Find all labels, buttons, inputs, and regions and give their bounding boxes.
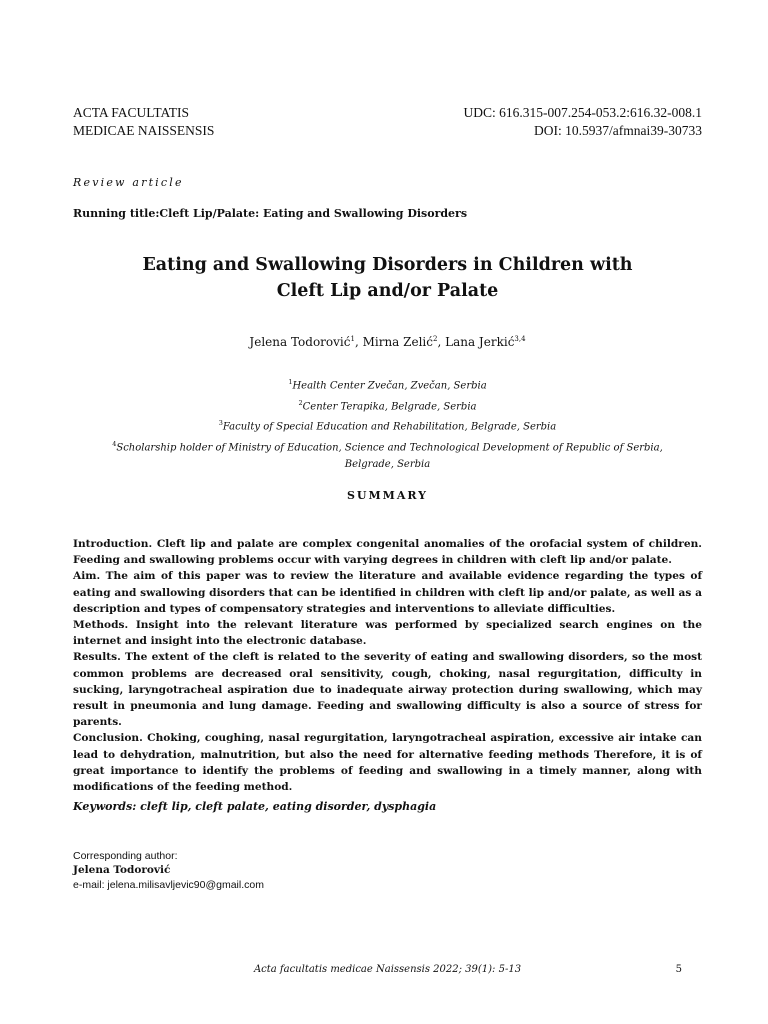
author-name: Mirna Zelić: [362, 335, 433, 349]
article-type: Review article: [73, 176, 184, 189]
affiliation-mark: 4: [112, 439, 117, 448]
article-identifiers: [464, 104, 703, 140]
abstract-conclusion: Conclusion. Choking, coughing, nasal regurgitation, laryngotracheal aspiration, excessive air intake can lead to dehydration, malnutrition, but also the need for alternative feeding methods Therefore, it is of great importance to identify the problems of feeding and swallowing in a timely manner, along with modifications of the feeding method.: [73, 732, 702, 794]
affiliation-list: [73, 374, 702, 473]
keywords: Keywords: cleft lip, cleft palate, eating disorder, dysphagia: [73, 800, 437, 813]
author-affiliation-mark: 1: [350, 335, 355, 343]
affiliation-mark: 3: [218, 419, 223, 428]
author-affiliation-mark: 2: [433, 335, 438, 343]
affiliation-text: Scholarship holder of Ministry of Education, Science and Technological Development of Republic of Serbia,: [116, 442, 663, 454]
page-number: 5: [675, 964, 682, 975]
affiliation-text: Health Center Zvečan, Zvečan, Serbia: [292, 380, 487, 392]
journal-name-line1: ACTA FACULTATIS: [73, 105, 189, 120]
abstract-aim: Aim. The aim of this paper was to review the literature and available evidence regarding the types of eating and swallowing disorders that can be identified in children with cleft lip and/or palate, as well as a description and types of compensatory strategies and interventions to alleviate difficulties.: [73, 570, 702, 615]
affiliation-mark: 2: [298, 398, 303, 407]
article-title-line2: Cleft Lip and/or Palate: [276, 281, 499, 301]
summary-heading: SUMMARY: [346, 489, 429, 502]
affiliation-item: [73, 436, 702, 457]
paper-page: [73, 0, 702, 1024]
affiliation-item: [73, 457, 702, 473]
author-name: Jelena Todorović: [249, 335, 351, 349]
article-title-line1: Eating and Swallowing Disorders in Children with: [142, 255, 633, 275]
author-name: Lana Jerkić: [445, 335, 515, 349]
author-list: [73, 335, 702, 349]
journal-header: [73, 104, 702, 140]
affiliation-text: Belgrade, Serbia: [344, 458, 431, 470]
journal-name-line2: MEDICAE NAISSENSIS: [73, 123, 215, 138]
article-title: [73, 252, 702, 304]
affiliation-mark: 1: [288, 378, 293, 386]
abstract-introduction: Introduction. Cleft lip and palate are complex congenital anomalies of the orofacial system of children. Feeding and swallowing problems occur with varying degrees in children with cleft lip and/or palate.: [73, 538, 702, 567]
footer-citation: Acta facultatis medicae Naissensis 2022; 39(1): 5-13: [253, 964, 522, 975]
author-separator: ,: [354, 335, 363, 349]
author-affiliation-mark: 3,4: [514, 335, 526, 343]
corresponding-name: Jelena Todorović: [73, 864, 171, 877]
corresponding-label: Corresponding author:: [73, 850, 178, 862]
journal-name: [73, 104, 214, 140]
affiliation-text: Center Terapika, Belgrade, Serbia: [302, 400, 477, 412]
author-separator: ,: [437, 335, 446, 349]
abstract: [73, 536, 702, 795]
affiliation-text: Faculty of Special Education and Rehabilitation, Belgrade, Serbia: [222, 421, 557, 433]
doi: DOI: 10.5937/afmnai39-30733: [534, 123, 702, 138]
running-title: Running title:Cleft Lip/Palate: Eating and Swallowing Disorders: [73, 207, 468, 220]
corresponding-author: [73, 849, 264, 892]
corresponding-email[interactable]: e-mail: jelena.milisavljevic90@gmail.com: [73, 878, 264, 891]
abstract-methods: Methods. Insight into the relevant literature was performed by specialized search engines on the internet and insight into the electronic database.: [73, 619, 702, 648]
affiliation-item: [73, 415, 702, 436]
udc-code: UDC: 616.315-007.254-053.2:616.32-008.1: [463, 105, 702, 120]
abstract-results: Results. The extent of the cleft is related to the severity of eating and swallowing disorders, so the most common problems are decreased oral sensitivity, cough, choking, nasal regurgitation, difficulty in sucking, laryngotracheal aspiration due to inadequate airway protection during swallowing, which may result in pneumonia and lung damage. Feeding and swallowing difficulty is also a source of stress for parents.: [73, 651, 702, 729]
affiliation-item: [73, 395, 702, 416]
affiliation-item: [73, 374, 702, 395]
